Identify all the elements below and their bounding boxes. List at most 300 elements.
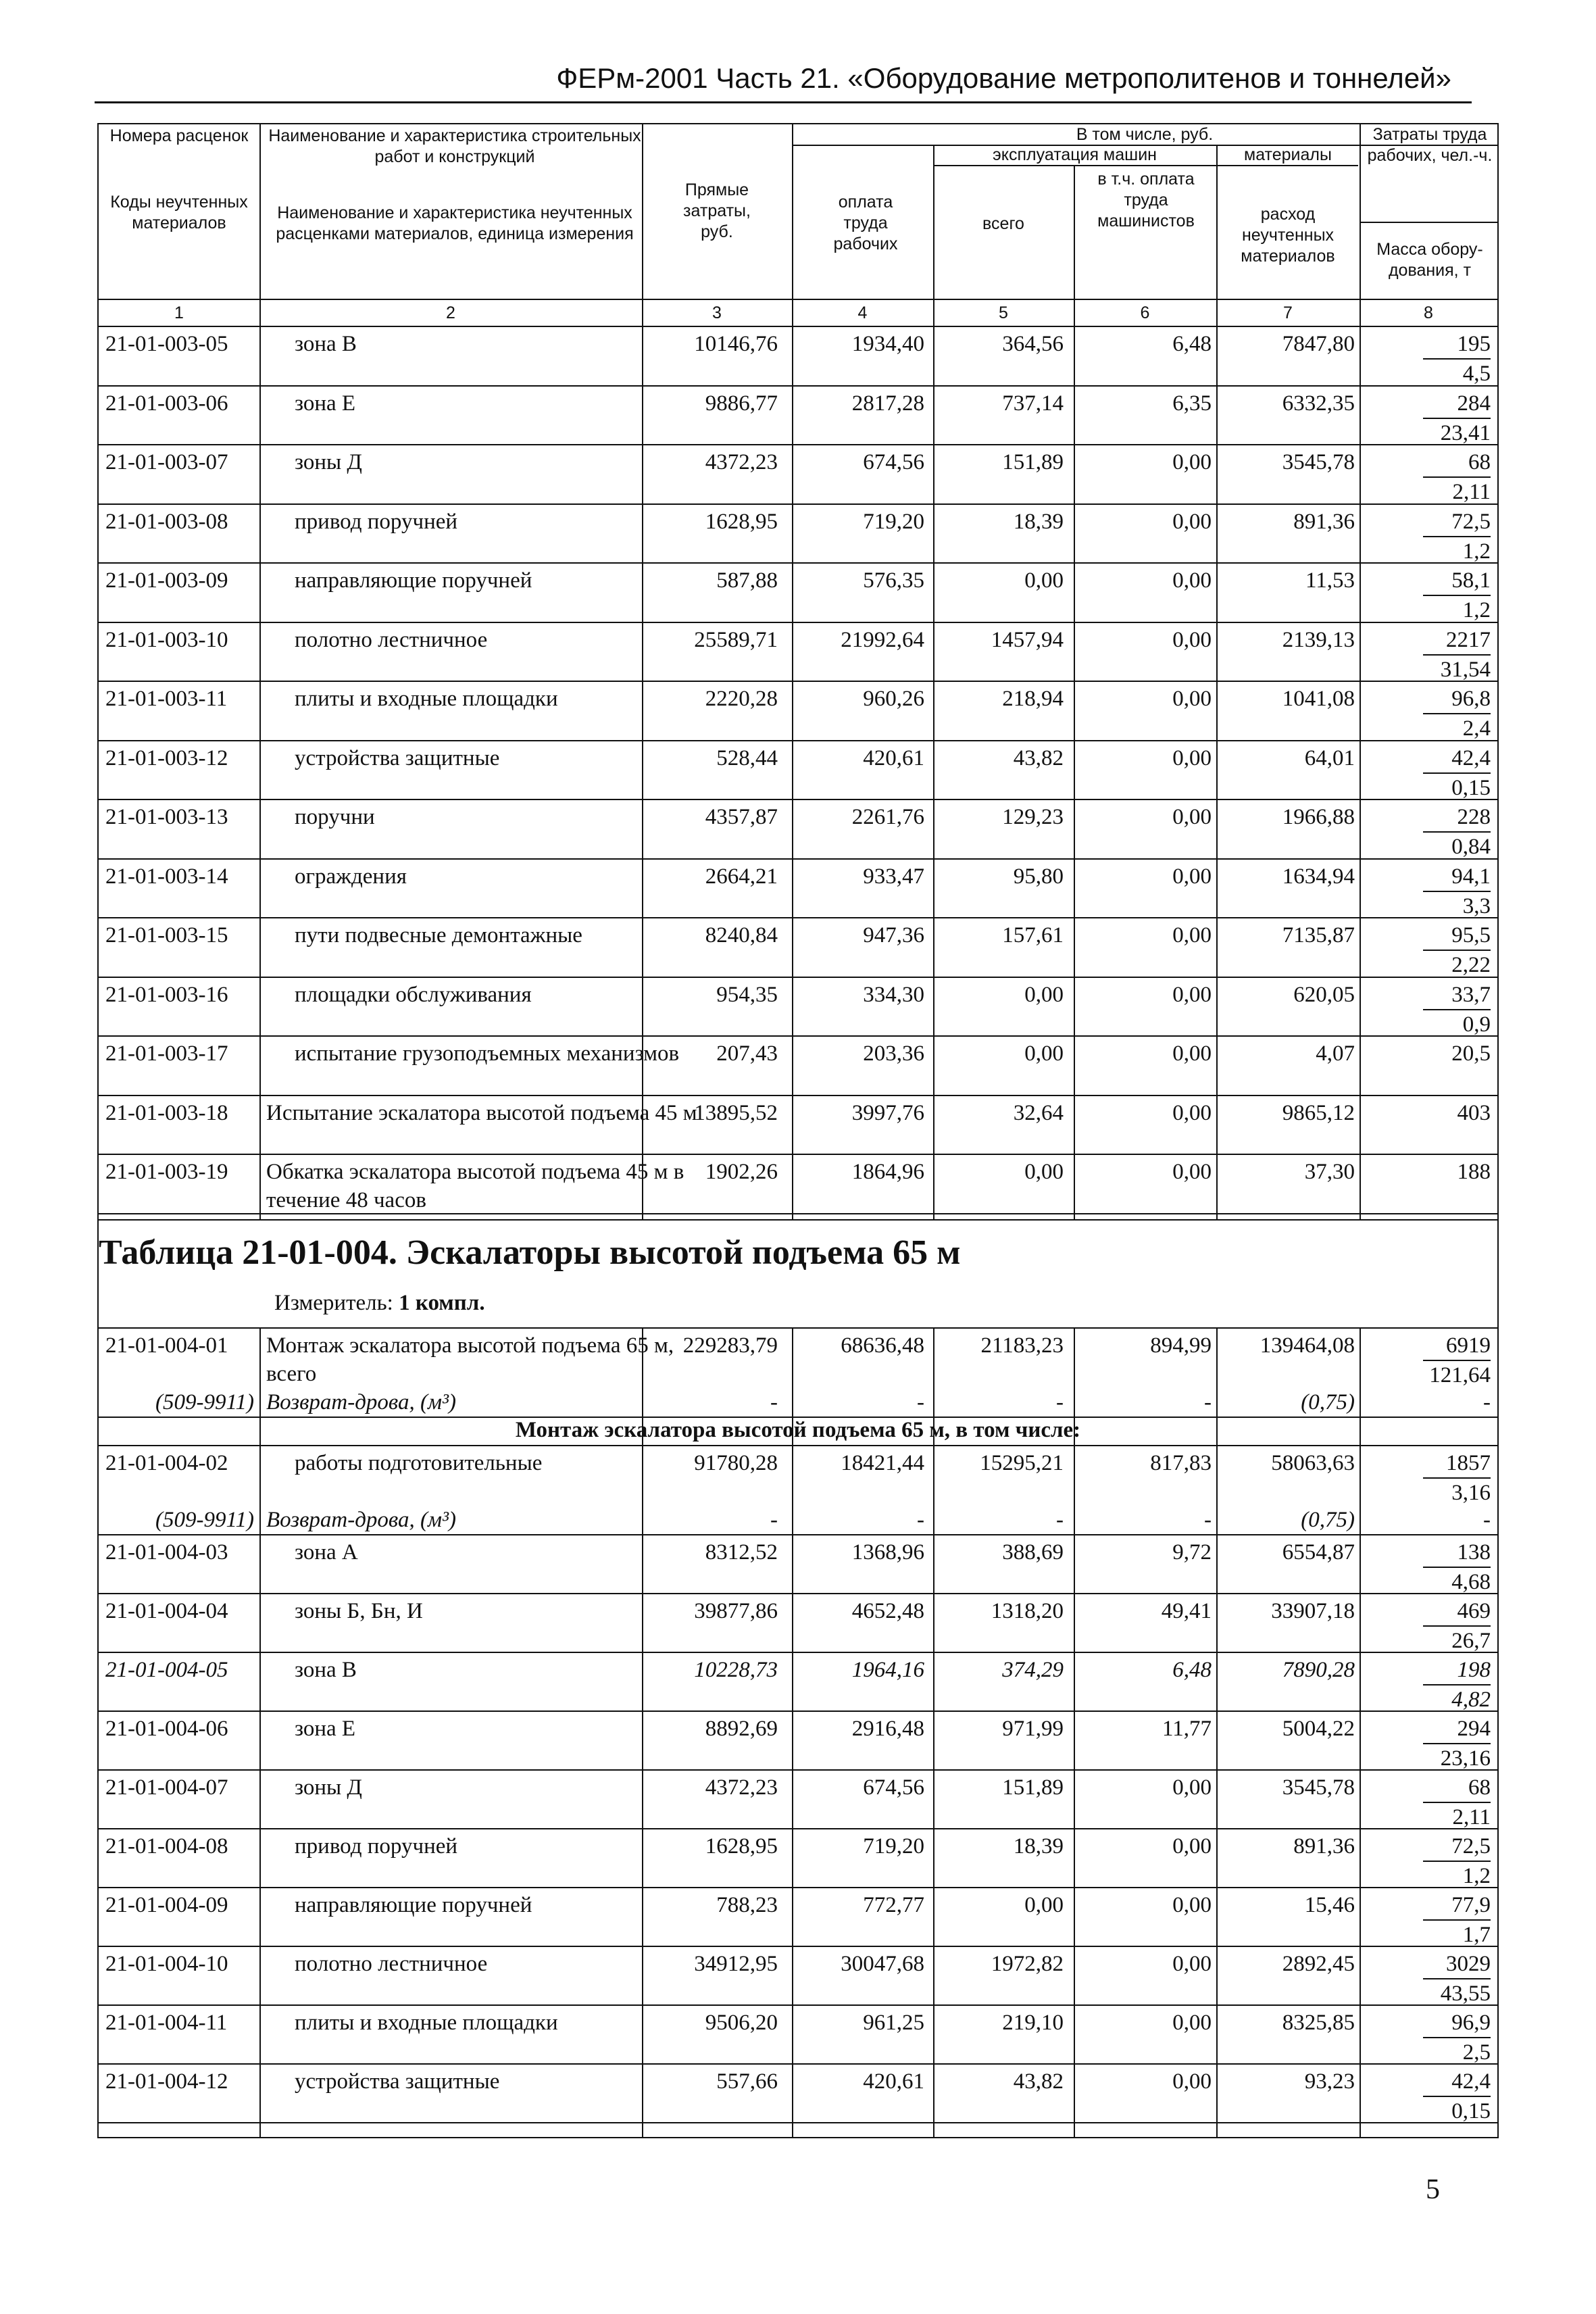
- measure-value: 1 компл.: [399, 1291, 485, 1315]
- direct-cost: 91780,28: [694, 1451, 778, 1475]
- column-rule: [792, 327, 793, 1219]
- table-body-part1: [99, 327, 1497, 1214]
- rate-code: 21-01-004-01: [105, 1333, 228, 1358]
- equipment-mass: 0,15: [1451, 2099, 1491, 2123]
- direct-cost: 34912,95: [694, 1952, 778, 1976]
- machines-cost: 971,99: [1002, 1717, 1064, 1741]
- machines-cost: 737,14: [1002, 391, 1064, 416]
- labor-hours: 72,5: [1423, 508, 1491, 537]
- direct-cost: 9886,77: [705, 391, 778, 416]
- labor-hours-and-mass: [1369, 1597, 1491, 1655]
- page-number: 5: [1426, 2174, 1440, 2205]
- materials-cost: 33907,18: [1271, 1599, 1355, 1623]
- rate-code: 21-01-003-19: [105, 1160, 228, 1184]
- labor-hours-and-mass: [1369, 1773, 1491, 1831]
- labor-hours-and-mass: [1369, 1950, 1491, 2008]
- section-title: Монтаж эскалатора высотой подъема 65 м, в том числе:: [99, 1418, 1497, 1446]
- labor-cost: 4652,48: [851, 1599, 924, 1623]
- column-rule: [933, 1329, 934, 2137]
- materials-cost: 2139,13: [1282, 627, 1355, 652]
- work-name: зона А: [295, 1540, 358, 1565]
- direct-cost: 10228,73: [694, 1658, 778, 1682]
- machines-cost: 388,69: [1002, 1540, 1064, 1565]
- price-table: [97, 123, 1499, 2138]
- operators-cost: 0,00: [1172, 1952, 1212, 1976]
- column-rule: [933, 327, 934, 1219]
- equipment-mass: 2,4: [1462, 716, 1491, 741]
- work-name: Обкатка эскалатора высотой подъема 45 м в течение 48 часов: [266, 1160, 684, 1212]
- equipment-mass: 23,16: [1440, 1746, 1491, 1771]
- operators-cost: 0,00: [1172, 1893, 1212, 1917]
- equipment-mass: 2,22: [1451, 953, 1491, 977]
- table-row: [99, 1829, 1497, 1888]
- operators-cost: 6,48: [1172, 1658, 1212, 1682]
- unaccounted-material-row: [99, 1388, 1497, 1418]
- direct-cost: 557,66: [716, 2069, 778, 2094]
- materials-cost: 3545,78: [1282, 450, 1355, 474]
- labor-cost: 1934,40: [851, 332, 924, 356]
- rate-code: 21-01-004-12: [105, 2069, 228, 2094]
- machines-cost: 18,39: [1013, 1834, 1064, 1858]
- direct-cost: 207,43: [716, 1041, 778, 1066]
- labor-hours: 228: [1423, 803, 1491, 833]
- rate-code: 21-01-004-10: [105, 1952, 228, 1976]
- table-row: [99, 1535, 1497, 1594]
- rate-code: 21-01-003-17: [105, 1041, 228, 1066]
- empty-value: -: [1483, 1508, 1491, 1532]
- machines-cost: 1457,94: [991, 627, 1064, 652]
- labor-cost: 2817,28: [851, 391, 924, 416]
- column-rule: [1360, 1329, 1361, 2137]
- labor-hours: 94,1: [1423, 862, 1491, 892]
- rate-code: 21-01-003-13: [105, 805, 228, 829]
- rate-code: 21-01-003-11: [105, 687, 228, 711]
- material-name: Возврат-дрова, (м³): [266, 1508, 456, 1532]
- work-name: направляющие поручней: [295, 568, 532, 593]
- materials-cost: 93,23: [1304, 2069, 1355, 2094]
- operators-cost: 0,00: [1172, 1100, 1212, 1125]
- table-row: [99, 1037, 1497, 1096]
- labor-cost: 2261,76: [851, 805, 924, 829]
- operators-cost: 0,00: [1172, 864, 1212, 889]
- work-name: направляющие поручней: [295, 1893, 532, 1917]
- operators-cost: 6,35: [1172, 391, 1212, 416]
- machines-cost: 1318,20: [991, 1599, 1064, 1623]
- labor-hours-and-mass: [1369, 448, 1491, 506]
- labor-cost: 947,36: [863, 923, 924, 947]
- equipment-mass: 1,2: [1462, 598, 1491, 622]
- operators-cost: 0,00: [1172, 568, 1212, 593]
- materials-cost: 891,36: [1293, 1834, 1355, 1858]
- direct-cost: 954,35: [716, 982, 778, 1007]
- labor-cost: 1864,96: [851, 1160, 924, 1184]
- work-name: площадки обслуживания: [295, 982, 532, 1007]
- direct-cost: 2664,21: [705, 864, 778, 889]
- work-name: привод поручней: [295, 1834, 458, 1858]
- labor-hours-and-mass: [1369, 566, 1491, 624]
- work-name: пути подвесные демонтажные: [295, 923, 582, 947]
- table-row: [99, 1947, 1497, 2006]
- rate-code: 21-01-003-16: [105, 982, 228, 1007]
- labor-hours: 72,5: [1423, 1832, 1491, 1862]
- direct-cost: 528,44: [716, 745, 778, 770]
- table-body-part2: [99, 1329, 1497, 2123]
- machines-header: эксплуатация машин: [993, 145, 1157, 164]
- work-name: плиты и входные площадки: [295, 2011, 558, 2035]
- operators-cost: 894,99: [1150, 1333, 1212, 1358]
- labor-cost: 203,36: [863, 1041, 924, 1066]
- materials-cost: 620,05: [1293, 982, 1355, 1007]
- labor-hours-and-mass: [1369, 2067, 1491, 2125]
- labor-hours: 96,8: [1423, 685, 1491, 714]
- labor-hours: 68: [1423, 448, 1491, 478]
- labor-cost: 420,61: [863, 2069, 924, 2094]
- materials-cost: 891,36: [1293, 509, 1355, 534]
- work-name: устройства защитные: [295, 2069, 500, 2094]
- col1-header-top: Номера расценок: [109, 126, 249, 145]
- labor-hours: 403: [1457, 1100, 1491, 1125]
- labor-cost: 334,30: [863, 982, 924, 1007]
- materials-cost: 2892,45: [1282, 1952, 1355, 1976]
- table-row: [99, 800, 1497, 860]
- column-rule: [1360, 327, 1361, 1219]
- labor-hours: 138: [1423, 1538, 1491, 1568]
- table-row: [99, 1888, 1497, 1947]
- operators-cost: 0,00: [1172, 627, 1212, 652]
- table-row: [99, 1712, 1497, 1771]
- materials-cost: 15,46: [1304, 1893, 1355, 1917]
- work-name: зона В: [295, 1658, 357, 1682]
- operators-cost: 0,00: [1172, 687, 1212, 711]
- operators-cost: 817,83: [1150, 1451, 1212, 1475]
- equipment-mass: 1,2: [1462, 1864, 1491, 1888]
- direct-cost: 4372,23: [705, 450, 778, 474]
- rate-code: 21-01-003-15: [105, 923, 228, 947]
- table-row: [99, 1771, 1497, 1829]
- work-name: работы подготовительные: [295, 1451, 543, 1475]
- table-row: [99, 623, 1497, 683]
- unaccounted-material-row: [99, 1506, 1497, 1535]
- col-number: 5: [999, 303, 1008, 322]
- equipment-mass: 2,11: [1452, 480, 1491, 504]
- machines-cost: 151,89: [1002, 1775, 1064, 1800]
- col8-header-top: Затраты труда рабочих, чел.-ч.: [1367, 125, 1493, 165]
- col3-header: Прямые затраты, руб.: [683, 180, 751, 241]
- direct-cost: 25589,71: [694, 627, 778, 652]
- table-row: [99, 918, 1497, 978]
- labor-cost: 1964,16: [851, 1658, 924, 1682]
- work-name: поручни: [295, 805, 375, 829]
- rate-code: 21-01-004-04: [105, 1599, 228, 1623]
- machines-cost: 1972,82: [991, 1952, 1064, 1976]
- labor-cost: 961,25: [863, 2011, 924, 2035]
- table-row: [99, 1329, 1497, 1388]
- direct-cost: 4372,23: [705, 1775, 778, 1800]
- labor-cost: 420,61: [863, 745, 924, 770]
- work-name: зона Е: [295, 391, 356, 416]
- col2-header-top: Наименование и характеристика строительных работ и конструкций: [268, 126, 641, 166]
- labor-hours-and-mass: [1369, 862, 1491, 920]
- work-name: зоны Д: [295, 1775, 362, 1800]
- labor-cost: 719,20: [863, 1834, 924, 1858]
- table-row: [99, 445, 1497, 505]
- labor-cost: 719,20: [863, 509, 924, 534]
- equipment-mass: 3,16: [1451, 1481, 1491, 1505]
- direct-cost: 8240,84: [705, 923, 778, 947]
- material-name: Возврат-дрова, (м³): [266, 1390, 456, 1414]
- column-rule: [642, 1329, 643, 2137]
- empty-value: -: [770, 1508, 778, 1532]
- operators-cost: 11,77: [1162, 1717, 1212, 1741]
- table-row: [99, 564, 1497, 623]
- material-code: (509-9911): [155, 1390, 254, 1414]
- materials-cost: 37,30: [1304, 1160, 1355, 1184]
- operators-cost: 0,00: [1172, 509, 1212, 534]
- direct-cost: 1902,26: [705, 1160, 778, 1184]
- labor-cost: 2916,48: [851, 1717, 924, 1741]
- header-rule: [95, 101, 1472, 103]
- table-row: [99, 1594, 1497, 1653]
- operators-cost: 9,72: [1172, 1540, 1212, 1565]
- labor-hours: 42,4: [1423, 744, 1491, 774]
- machines-cost: 0,00: [1024, 1041, 1064, 1066]
- materials-cost: 4,07: [1316, 1041, 1355, 1066]
- table-row: [99, 1096, 1497, 1156]
- materials-cost: 11,53: [1305, 568, 1355, 593]
- equipment-mass: 0,15: [1451, 775, 1491, 800]
- direct-cost: 1628,95: [705, 1834, 778, 1858]
- empty-value: -: [1056, 1390, 1064, 1414]
- machines-cost: 18,39: [1013, 509, 1064, 534]
- table-row: [99, 1446, 1497, 1506]
- operators-cost: 0,00: [1172, 923, 1212, 947]
- direct-cost: 13895,52: [694, 1100, 778, 1125]
- table-title: Таблица 21-01-004. Эскалаторы высотой подъема 65 м: [99, 1233, 961, 1272]
- equipment-mass: 2,5: [1462, 2040, 1491, 2065]
- labor-hours-and-mass: [1369, 1891, 1491, 1949]
- table-row: [99, 2065, 1497, 2123]
- column-rule: [259, 327, 261, 1219]
- direct-cost: 587,88: [716, 568, 778, 593]
- equipment-mass: 0,84: [1451, 835, 1491, 859]
- labor-hours-and-mass: [1369, 1832, 1491, 1890]
- equipment-mass: 26,7: [1451, 1629, 1491, 1653]
- rate-code: 21-01-003-10: [105, 627, 228, 652]
- labor-hours: 33,7: [1423, 981, 1491, 1010]
- col-number: 3: [712, 303, 722, 322]
- rate-code: 21-01-003-06: [105, 391, 228, 416]
- work-name: Испытание эскалатора высотой подъема 45 м: [266, 1100, 697, 1125]
- labor-cost: 68636,48: [841, 1333, 924, 1358]
- labor-hours-and-mass: [1369, 1099, 1491, 1127]
- operators-cost: 0,00: [1172, 2011, 1212, 2035]
- equipment-mass: 23,41: [1440, 420, 1491, 445]
- labor-hours: 42,4: [1423, 2067, 1491, 2097]
- labor-hours: 95,5: [1423, 921, 1491, 951]
- labor-hours-and-mass: [1369, 389, 1491, 447]
- rate-code: 21-01-004-06: [105, 1717, 228, 1741]
- equipment-mass: 31,54: [1440, 657, 1491, 682]
- machines-cost: 43,82: [1013, 2069, 1064, 2094]
- labor-hours: 294: [1423, 1715, 1491, 1744]
- rate-code: 21-01-003-08: [105, 509, 228, 534]
- machines-cost: 157,61: [1002, 923, 1064, 947]
- col-number: 4: [857, 303, 868, 322]
- operators-cost: 0,00: [1172, 982, 1212, 1007]
- column-rule: [1074, 1329, 1075, 2137]
- labor-hours-and-mass: [1369, 1449, 1491, 1507]
- labor-hours: 96,9: [1423, 2009, 1491, 2038]
- materials-cost: 3545,78: [1282, 1775, 1355, 1800]
- work-name: полотно лестничное: [295, 1952, 488, 1976]
- col1-header-bottom: Коды неучтенных материалов: [110, 193, 248, 232]
- col-number: 8: [1424, 303, 1433, 322]
- labor-cost: 1368,96: [851, 1540, 924, 1565]
- table-row: [99, 860, 1497, 919]
- labor-hours: 6919: [1423, 1331, 1491, 1361]
- labor-hours-and-mass: [1369, 1656, 1491, 1714]
- group-header: В том числе, руб.: [1076, 125, 1214, 144]
- equipment-mass: 1,2: [1462, 539, 1491, 564]
- rate-code: 21-01-003-12: [105, 745, 228, 770]
- material-quantity: (0,75): [1301, 1390, 1355, 1414]
- col2-header-bottom: Наименование и характеристика неучтенных расценками материалов, единица измерения: [276, 203, 634, 243]
- work-name: Монтаж эскалатора высотой подъема 65 м, всего: [266, 1333, 674, 1386]
- work-name: плиты и входные площадки: [295, 687, 558, 711]
- machines-cost: 95,80: [1013, 864, 1064, 889]
- labor-cost: 674,56: [863, 450, 924, 474]
- rate-code: 21-01-004-02: [105, 1451, 228, 1475]
- work-name: зоны Б, Бн, И: [295, 1599, 423, 1623]
- rate-code: 21-01-004-07: [105, 1775, 228, 1800]
- equipment-mass: 3,3: [1462, 893, 1491, 918]
- labor-hours-and-mass: [1369, 744, 1491, 802]
- materials-cost: 6554,87: [1282, 1540, 1355, 1565]
- equipment-mass: 121,64: [1429, 1363, 1491, 1387]
- equipment-mass: 4,68: [1451, 1570, 1491, 1594]
- operators-cost: 0,00: [1172, 745, 1212, 770]
- direct-cost: 39877,86: [694, 1599, 778, 1623]
- col4-header: оплата труда рабочих: [833, 193, 898, 253]
- col-number: 6: [1140, 303, 1150, 322]
- equipment-mass: 0,9: [1462, 1012, 1491, 1037]
- labor-hours: 469: [1423, 1597, 1491, 1627]
- labor-hours: 2217: [1423, 626, 1491, 656]
- labor-hours-and-mass: [1369, 981, 1491, 1039]
- machines-cost: 21183,23: [980, 1333, 1064, 1358]
- labor-hours-and-mass: [1369, 803, 1491, 861]
- direct-cost: 10146,76: [694, 332, 778, 356]
- machines-cost: 0,00: [1024, 982, 1064, 1007]
- labor-hours-and-mass: [1369, 508, 1491, 566]
- machines-cost: 0,00: [1024, 1893, 1064, 1917]
- table-header: [99, 124, 1497, 322]
- machines-cost: 129,23: [1002, 805, 1064, 829]
- direct-cost: 4357,87: [705, 805, 778, 829]
- table-row: [99, 1653, 1497, 1712]
- direct-cost: 9506,20: [705, 2011, 778, 2035]
- machines-cost: 364,56: [1002, 332, 1064, 356]
- work-name: зоны Д: [295, 450, 362, 474]
- operators-cost: 0,00: [1172, 1041, 1212, 1066]
- work-name: привод поручней: [295, 509, 458, 534]
- materials-cost: 7890,28: [1282, 1658, 1355, 1682]
- materials-cost: 139464,08: [1260, 1333, 1355, 1358]
- materials-cost: 5004,22: [1282, 1717, 1355, 1741]
- materials-cost: 7135,87: [1282, 923, 1355, 947]
- operators-cost: 49,41: [1161, 1599, 1212, 1623]
- labor-hours-and-mass: [1369, 921, 1491, 979]
- direct-cost: 788,23: [716, 1893, 778, 1917]
- operators-cost: 0,00: [1172, 805, 1212, 829]
- operators-cost: 0,00: [1172, 1775, 1212, 1800]
- column-rule: [1216, 327, 1218, 1219]
- operators-cost: 0,00: [1172, 2069, 1212, 2094]
- rate-code: 21-01-004-09: [105, 1893, 228, 1917]
- machines-cost: 0,00: [1024, 1160, 1064, 1184]
- machines-cost: 32,64: [1013, 1100, 1064, 1125]
- table-row: [99, 327, 1497, 387]
- labor-hours: 77,9: [1423, 1891, 1491, 1921]
- col-number: 1: [174, 303, 184, 322]
- labor-hours: 20,5: [1451, 1041, 1491, 1066]
- material-code: (509-9911): [155, 1508, 254, 1532]
- measure-unit: [274, 1291, 485, 1316]
- labor-hours-and-mass: [1369, 1715, 1491, 1773]
- labor-hours: 188: [1457, 1160, 1491, 1184]
- labor-hours: 58,1: [1423, 566, 1491, 596]
- direct-cost: 2220,28: [705, 687, 778, 711]
- machines-cost: 43,82: [1013, 745, 1064, 770]
- labor-hours-and-mass: [1369, 685, 1491, 743]
- machines-cost: 0,00: [1024, 568, 1064, 593]
- direct-cost: 8892,69: [705, 1717, 778, 1741]
- table-row: [99, 2006, 1497, 2065]
- equipment-mass: 2,11: [1452, 1805, 1491, 1829]
- direct-cost: 8312,52: [705, 1540, 778, 1565]
- col5-header: всего: [982, 214, 1024, 233]
- labor-hours: 198: [1423, 1656, 1491, 1685]
- machines-cost: 374,29: [1002, 1658, 1064, 1682]
- table-row: [99, 741, 1497, 801]
- col-number: 7: [1283, 303, 1293, 322]
- materials-cost: 64,01: [1304, 745, 1355, 770]
- rate-code: 21-01-004-03: [105, 1540, 228, 1565]
- materials-cost: 1634,94: [1282, 864, 1355, 889]
- rate-code: 21-01-003-14: [105, 864, 228, 889]
- equipment-mass: 4,5: [1462, 362, 1491, 386]
- labor-hours: 3029: [1423, 1950, 1491, 1979]
- col8-header-bottom: Масса обору-дования, т: [1376, 240, 1483, 280]
- empty-value: -: [770, 1390, 778, 1414]
- labor-hours-and-mass: [1369, 1158, 1491, 1186]
- work-name: ограждения: [295, 864, 407, 889]
- machines-cost: 218,94: [1002, 687, 1064, 711]
- labor-hours: 1857: [1423, 1449, 1491, 1479]
- labor-hours-and-mass: [1369, 1039, 1491, 1068]
- document-title: ФЕРм-2001 Часть 21. «Оборудование метрополитенов и тоннелей»: [556, 62, 1451, 94]
- work-name: полотно лестничное: [295, 627, 488, 652]
- col-number: 2: [446, 303, 455, 322]
- work-name: устройства защитные: [295, 745, 500, 770]
- labor-hours-and-mass: [1369, 2009, 1491, 2067]
- labor-cost: 30047,68: [841, 1952, 924, 1976]
- empty-value: -: [1056, 1508, 1064, 1532]
- measure-label: Измеритель:: [274, 1291, 393, 1315]
- table-row: [99, 505, 1497, 564]
- rate-code: 21-01-003-18: [105, 1100, 228, 1125]
- rate-code: 21-01-004-05: [105, 1658, 228, 1682]
